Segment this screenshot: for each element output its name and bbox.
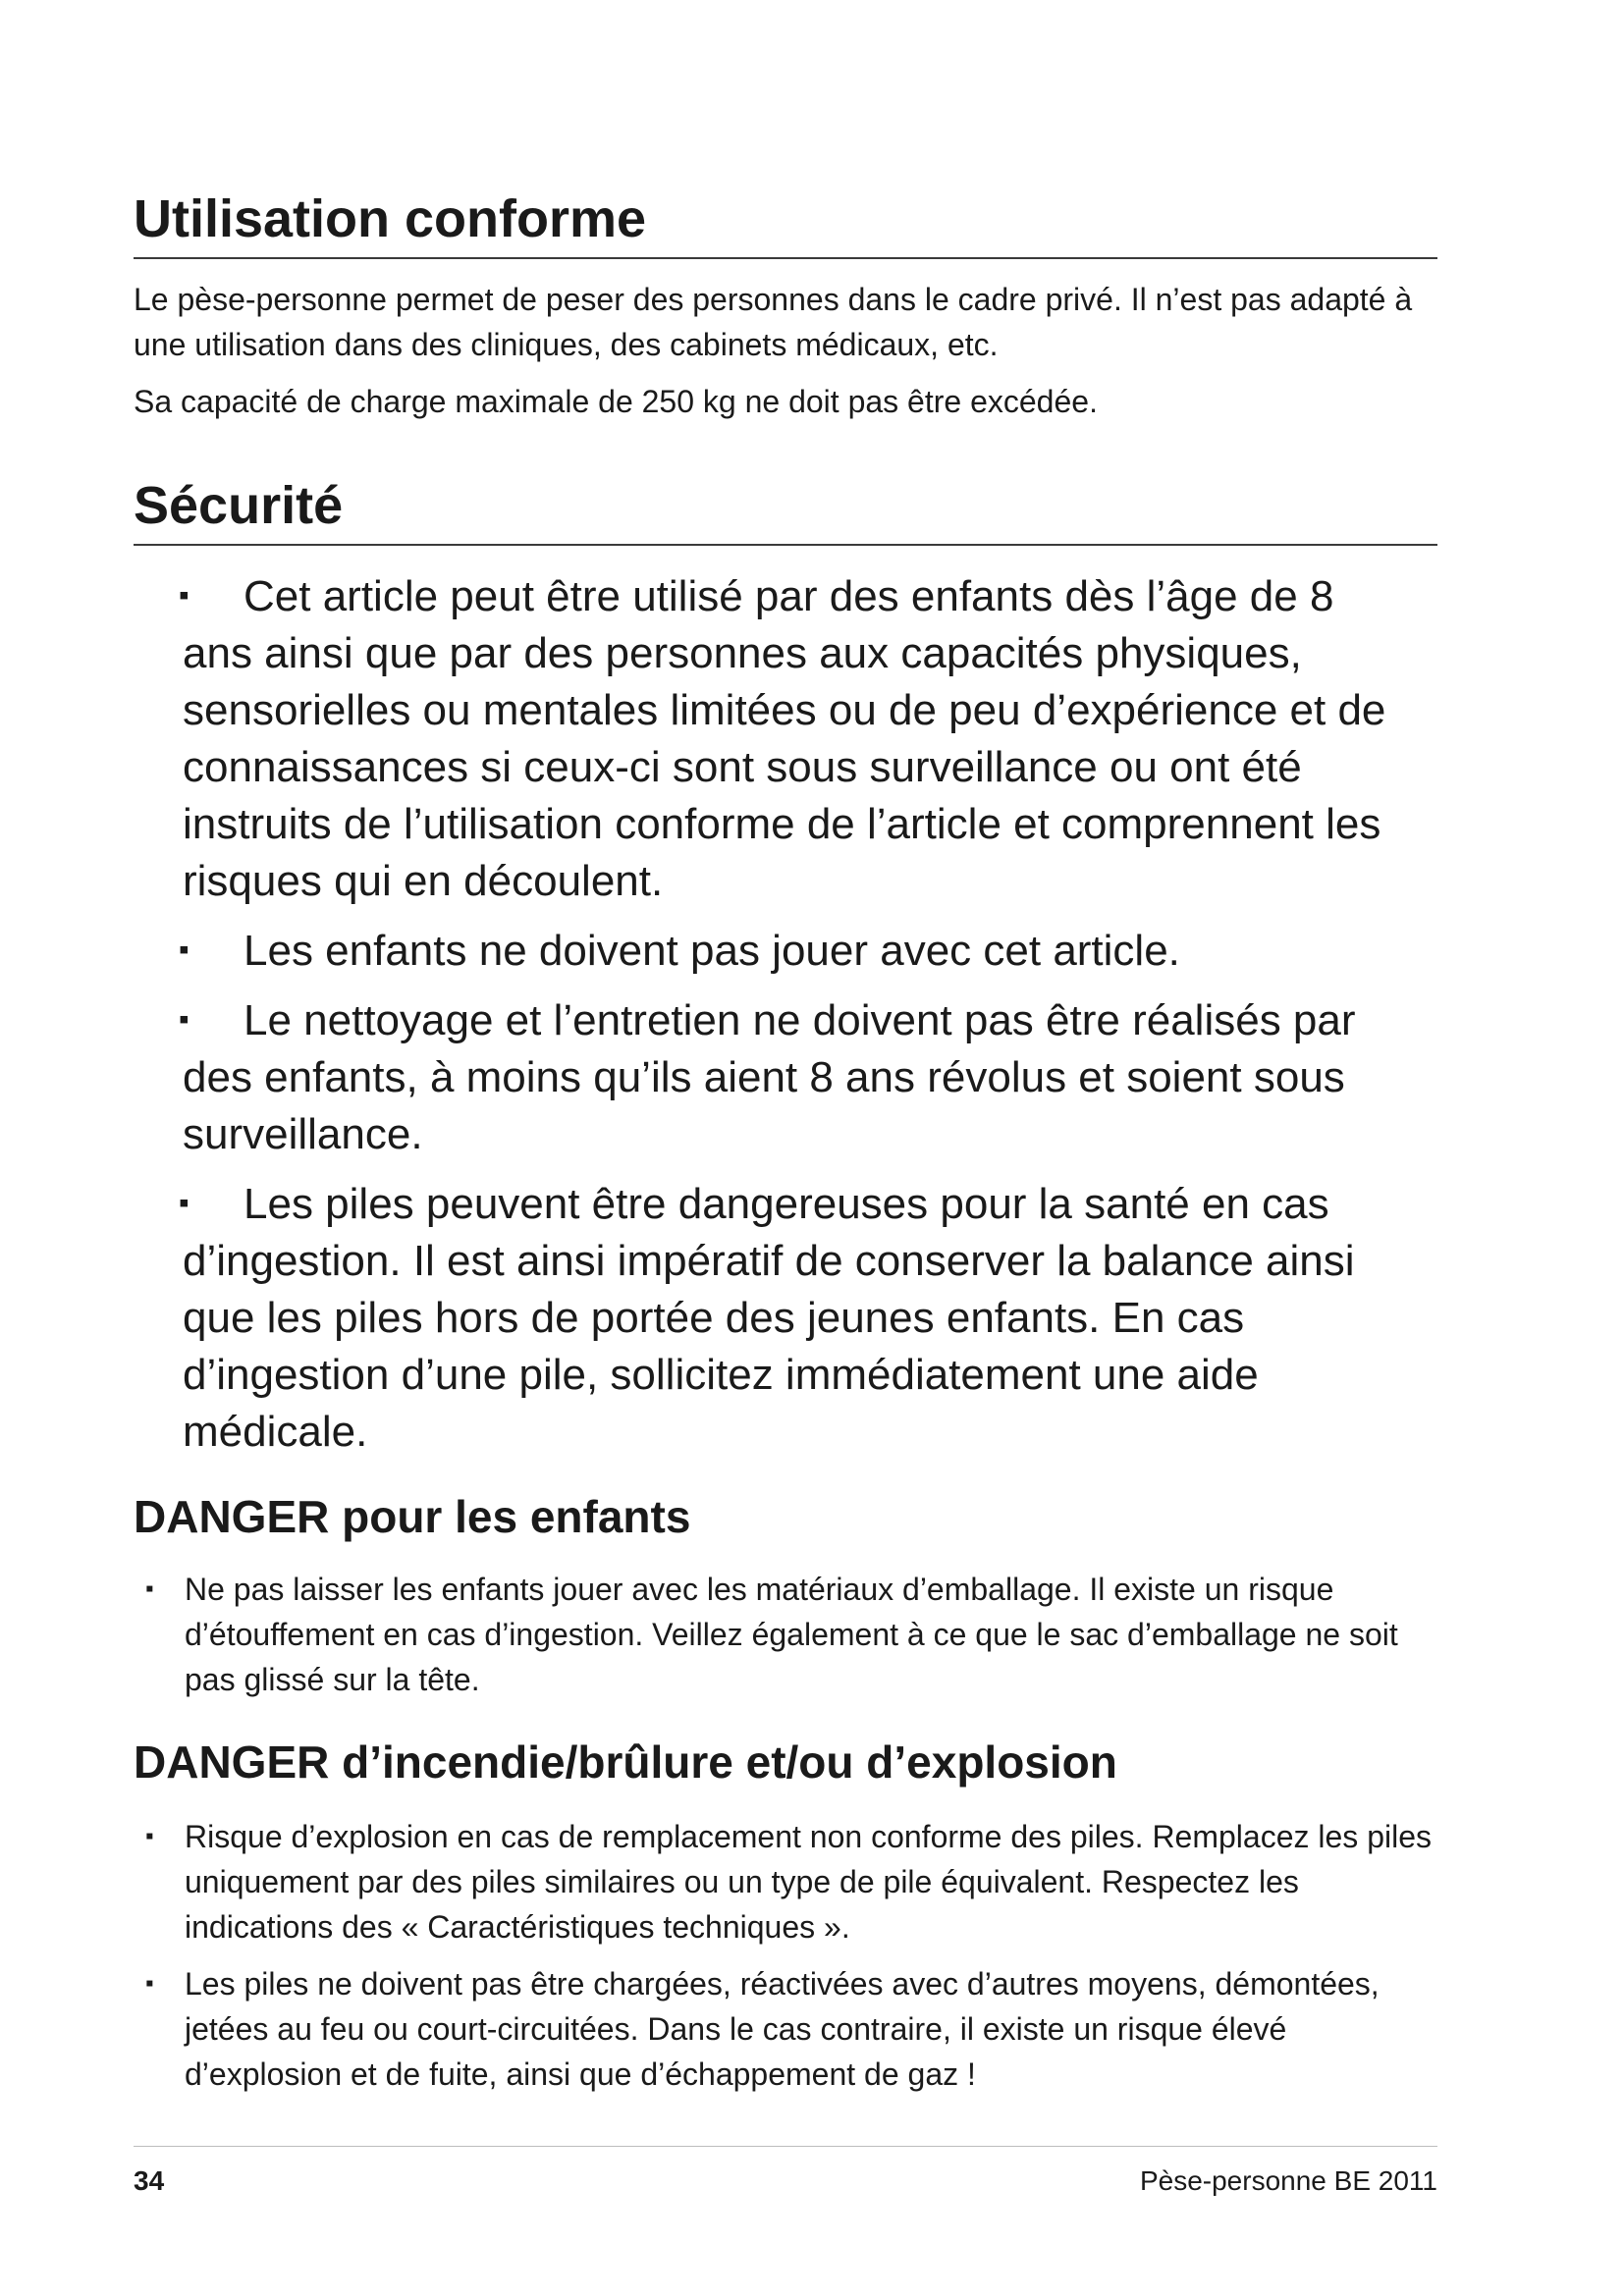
list-item: ▪ Risque d’explosion en cas de remplacement non conforme des piles. Remplacez les piles uniquement par des piles similaires ou un type de pile équivalent. Respectez les indications des « Caractéristiques techniques ». xyxy=(134,1814,1437,1949)
security-section-header xyxy=(134,476,1437,546)
usage-title: Utilisation conforme xyxy=(134,189,647,248)
bullet-icon: ▪ xyxy=(145,1575,154,1602)
security-list xyxy=(179,567,1410,1472)
page-number: 34 xyxy=(134,2165,165,2196)
document-title: Pèse-personne BE 2011 xyxy=(1139,2165,1437,2196)
list-item: ▪ Les enfants ne doivent pas jouer avec cet article. xyxy=(183,922,1410,980)
danger-fire-title: DANGER d’incendie/brûlure et/ou d’explosion xyxy=(134,1736,1117,1788)
bullet-icon: ▪ xyxy=(179,1187,189,1219)
bullet-icon: ▪ xyxy=(179,579,189,612)
list-item: ▪ Ne pas laisser les enfants jouer avec les matériaux d’emballage. Il existe un risque d’étouffement en cas d’ingestion. Veillez également à ce que le sac d’emballage ne soit pas glissé sur la tête. xyxy=(134,1567,1437,1702)
footer-divider xyxy=(134,2146,1437,2147)
usage-section-header xyxy=(134,189,1437,259)
bullet-icon: ▪ xyxy=(179,934,189,966)
document-page xyxy=(134,0,1437,2296)
list-item: ▪ Les piles ne doivent pas être chargées, réactivées avec d’autres moyens, démontées, jetées au feu ou court-circuitées. Dans le cas contraire, il existe un risque élevé d’explosion et de fuite, ainsi que d’échappement de gaz ! xyxy=(134,1961,1437,2097)
list-item: ▪ Cet article peut être utilisé par des enfants dès l’âge de 8 ans ainsi que par des personnes aux capacités physiques, sensorielles ou mentales limitées ou de peu d’expérience et de connaissances si ceux-ci sont sous surveillance ou ont été instruits de l’utilisation conforme de l’article et comprennent les risques qui en découlent. xyxy=(183,567,1410,910)
danger-children-title: DANGER pour les enfants xyxy=(134,1491,691,1542)
danger-children-list xyxy=(134,1567,1437,1714)
bullet-icon: ▪ xyxy=(145,1970,154,1997)
bullet-icon: ▪ xyxy=(145,1823,154,1849)
danger-fire-list xyxy=(134,1814,1437,2109)
bullet-icon: ▪ xyxy=(179,1003,189,1036)
security-title: Sécurité xyxy=(134,476,344,535)
usage-paragraph-1: Le pèse-personne permet de peser des personnes dans le cadre privé. Il n’est pas adapté à une utilisation dans des cliniques, des cabinets médicaux, etc. xyxy=(134,282,1413,362)
list-item: ▪ Les piles peuvent être dangereuses pour la santé en cas d’ingestion. Il est ainsi impératif de conserver la balance ainsi que les piles hors de portée des jeunes enfants. En cas d’ingestion d’une pile, sollicitez immédiatement une aide médicale. xyxy=(183,1175,1410,1461)
usage-paragraph-2: Sa capacité de charge maximale de 250 kg ne doit pas être excédée. xyxy=(134,384,1098,419)
list-item: ▪ Le nettoyage et l’entretien ne doivent pas être réalisés par des enfants, à moins qu’ils aient 8 ans révolus et soient sous surveillance. xyxy=(183,991,1410,1163)
